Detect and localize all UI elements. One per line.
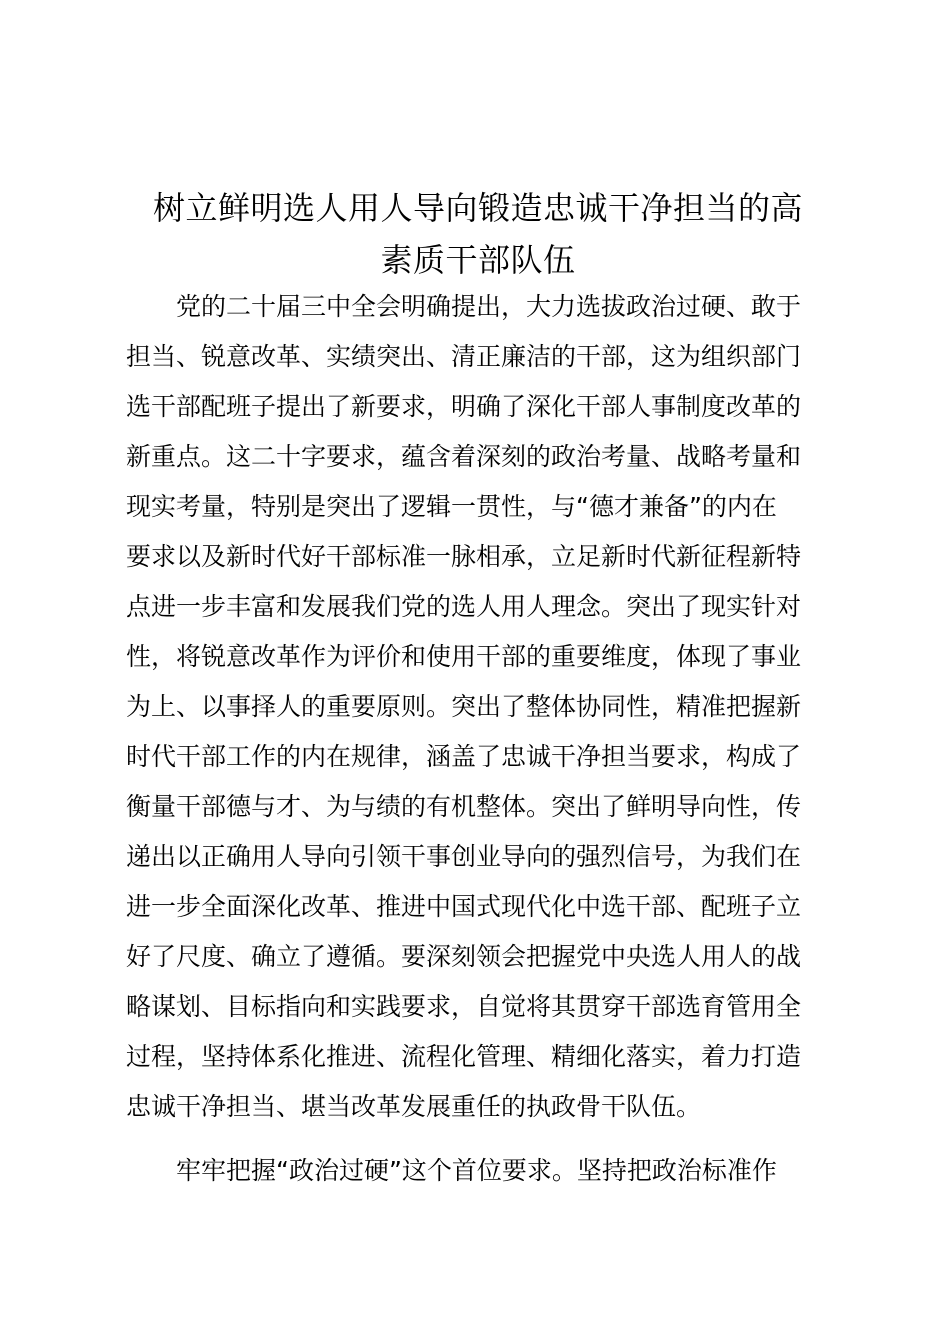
text-line: 担当、锐意改革、实绩突出、清正廉洁的干部，这为组织部门 [126, 342, 802, 371]
text-line: 党的二十届三中全会明确提出，大力选拔政治过硬、敢于 [176, 292, 802, 321]
text-line: 选干部配班子提出了新要求，明确了深化干部人事制度改革的 [126, 392, 802, 421]
paragraph-political [126, 1146, 830, 1196]
text-line: 点进一步丰富和发展我们党的选人用人理念。突出了现实针对 [126, 592, 802, 621]
text-line: 略谋划、目标指向和实践要求，自觉将其贯穿干部选育管用全 [126, 992, 802, 1021]
text-line: 为上、以事择人的重要原则。突出了整体协同性，精准把握新 [126, 692, 802, 721]
text-line: 牢牢把握“政治过硬”这个首位要求。坚持把政治标准作 [176, 1156, 777, 1185]
text-line: 进一步全面深化改革、推进中国式现代化中选干部、配班子立 [126, 892, 802, 921]
text-line: 忠诚干净担当、堪当改革发展重任的执政骨干队伍。 [126, 1092, 702, 1121]
paragraph-intro [126, 282, 830, 1132]
title-line: 素质干部队伍 [380, 241, 576, 279]
text-line: 时代干部工作的内在规律，涵盖了忠诚干净担当要求，构成了 [126, 742, 802, 771]
text-line: 性，将锐意改革作为评价和使用干部的重要维度，体现了事业 [126, 642, 802, 671]
text-line: 现实考量，特别是突出了逻辑一贯性，与“德才兼备”的内在 [126, 492, 777, 521]
text-line: 递出以正确用人导向引领干事创业导向的强烈信号，为我们在 [126, 842, 802, 871]
text-line: 好了尺度、确立了遵循。要深刻领会把握党中央选人用人的战 [126, 942, 802, 971]
text-line: 过程，坚持体系化推进、流程化管理、精细化落实，着力打造 [126, 1042, 802, 1071]
document-title [126, 182, 830, 286]
text-line: 新重点。这二十字要求，蕴含着深刻的政治考量、战略考量和 [126, 442, 802, 471]
title-line: 树立鲜明选人用人导向锻造忠诚干净担当的高 [152, 189, 803, 227]
document-body [126, 282, 830, 1196]
text-line: 要求以及新时代好干部标准一脉相承，立足新时代新征程新特 [126, 542, 802, 571]
text-line: 衡量干部德与才、为与绩的有机整体。突出了鲜明导向性，传 [126, 792, 802, 821]
